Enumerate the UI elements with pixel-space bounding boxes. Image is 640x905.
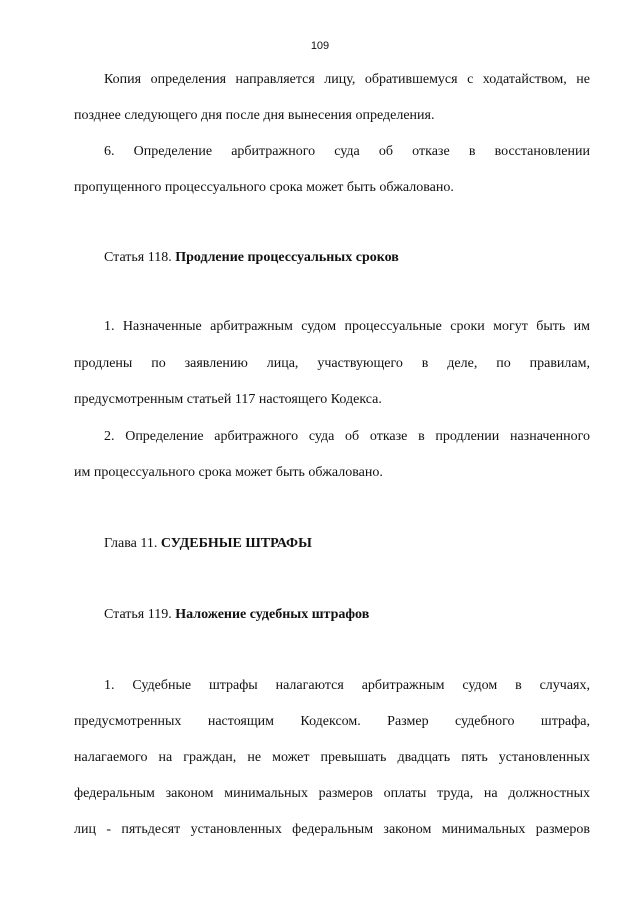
chapter-11-prefix: Глава 11. xyxy=(104,536,158,551)
paragraph-5-line-2: предусмотренных настоящим Кодексом. Размер судебного штрафа, xyxy=(74,714,590,729)
paragraph-5-line-4: федеральным законом минимальных размеров оплаты труда, на должностных xyxy=(74,786,590,801)
paragraph-3-line-3: предусмотренным статьей 117 настоящего Кодекса. xyxy=(74,392,382,407)
paragraph-5-line-5: лиц - пятьдесят установленных федеральным законом минимальных размеров xyxy=(74,822,590,837)
article-119-heading xyxy=(104,606,369,624)
paragraph-4-line-1: 2. Определение арбитражного суда об отказе в продлении назначенного xyxy=(104,429,590,444)
chapter-11-heading xyxy=(104,535,312,553)
paragraph-4-line-2: им процессуального срока может быть обжаловано. xyxy=(74,465,383,480)
paragraph-3-line-1: 1. Назначенные арбитражным судом процессуальные сроки могут быть им xyxy=(104,319,590,334)
chapter-11-title: СУДЕБНЫЕ ШТРАФЫ xyxy=(160,536,312,551)
paragraph-3-line-2: продлены по заявлению лица, участвующего в деле, по правилам, xyxy=(74,356,590,371)
paragraph-5-line-3: налагаемого на граждан, не может превышать двадцать пять установленных xyxy=(74,750,590,765)
article-118-heading xyxy=(104,249,399,267)
page-number: 109 xyxy=(310,40,330,52)
paragraph-2-line-1: 6. Определение арбитражного суда об отказе в восстановлении xyxy=(104,144,590,159)
article-119-prefix: Статья 119. xyxy=(104,607,172,622)
paragraph-1-line-1: Копия определения направляется лицу, обратившемуся с ходатайством, не xyxy=(104,72,590,87)
article-118-prefix: Статья 118. xyxy=(104,250,172,265)
paragraph-5-line-1: 1. Судебные штрафы налагаются арбитражным судом в случаях, xyxy=(104,678,590,693)
paragraph-1-line-2: позднее следующего дня после дня вынесения определения. xyxy=(74,108,435,123)
article-118-title: Продление процессуальных сроков xyxy=(175,250,399,265)
article-119-title: Наложение судебных штрафов xyxy=(175,607,370,622)
paragraph-2-line-2: пропущенного процессуального срока может быть обжаловано. xyxy=(74,180,454,195)
